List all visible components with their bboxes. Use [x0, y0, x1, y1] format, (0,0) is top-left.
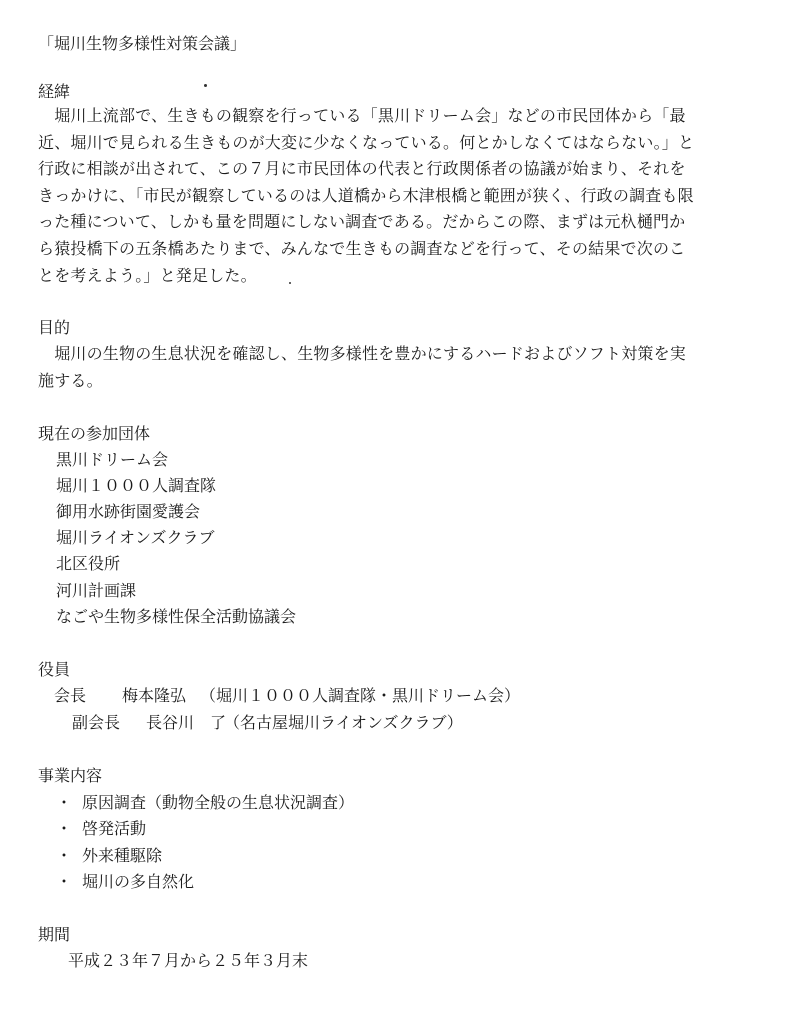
chair-name: 梅本隆弘 [122, 686, 187, 705]
vice-chair-name: 長谷川 了 [146, 713, 227, 732]
chair-role: 会長 [54, 686, 87, 705]
group-item: 北区役所 [56, 554, 121, 573]
group-item: 御用水跡街園愛護会 [56, 502, 201, 521]
paragraph-line: 行政に相談が出されて、この７月に市民団体の代表と行政関係者の協議が始まり、それを [38, 159, 686, 179]
purpose-heading: 目的 [38, 318, 71, 337]
bullet: ・ [56, 872, 73, 891]
period-text: 平成２３年７月から２５年３月末 [68, 951, 309, 970]
group-item: 河川計画課 [56, 581, 137, 600]
group-item: 堀川１０００人調査隊 [56, 476, 217, 495]
activity-label: 外来種駆除 [82, 846, 163, 865]
activity-item [56, 816, 146, 842]
vice-chair-affiliation: （名古屋堀川ライオンズクラブ） [224, 713, 463, 732]
activity-label: 原因調査（動物全般の生息状況調査） [82, 793, 355, 812]
group-item: 黒川ドリーム会 [56, 450, 169, 469]
background-paragraph [38, 103, 758, 289]
activity-item [56, 790, 354, 816]
officers-heading: 役員 [38, 660, 71, 679]
bullet: ・ [56, 846, 73, 865]
paragraph-line: 近、堀川で見られる生きものが大変に少なくなっている。何とかしなくてはならない。」と [38, 132, 695, 152]
group-item: 堀川ライオンズクラブ [56, 528, 215, 547]
bullet: ・ [56, 819, 73, 838]
bullet: ・ [56, 793, 73, 812]
paragraph-line: 施する。 [38, 370, 103, 390]
paragraph-line: 堀川上流部で、生きもの観察を行っている「黒川ドリーム会」などの市民団体から「最 [38, 106, 686, 125]
paragraph-line: った種について、しかも量を問題にしない調査である。だからこの際、まずは元杁樋門か [38, 212, 686, 232]
activity-item [56, 843, 162, 869]
vice-chair-role: 副会長 [72, 713, 121, 732]
background-heading: 経緯 [38, 82, 71, 101]
activities-heading: 事業内容 [38, 766, 103, 785]
activity-label: 啓発活動 [82, 819, 147, 838]
scan-speck [204, 84, 207, 87]
paragraph-line: とを考えよう。」と発足した。 [38, 265, 257, 285]
chair-affiliation: （堀川１０００人調査隊・黒川ドリーム会） [200, 686, 521, 705]
group-item: なごや生物多様性保全活動協議会 [56, 607, 297, 626]
groups-heading: 現在の参加団体 [38, 424, 151, 443]
document-title: 「堀川生物多様性対策会議」 [38, 34, 247, 53]
activity-label: 堀川の多自然化 [82, 872, 195, 891]
paragraph-line: 堀川の生物の生息状況を確認し、生物多様性を豊かにするハードおよびソフト対策を実 [38, 344, 687, 363]
purpose-paragraph [38, 341, 758, 394]
period-heading: 期間 [38, 925, 71, 944]
activity-item [56, 869, 194, 895]
paragraph-line: きっかけに、「市民が観察しているのは人道橋から木津根橋と範囲が狭く、行政の調査も限 [38, 185, 694, 205]
paragraph-line: ら猿投橋下の五条橋あたりまで、みんなで生きもの調査などを行って、その結果で次のこ [38, 238, 686, 258]
scan-speck [289, 282, 291, 284]
